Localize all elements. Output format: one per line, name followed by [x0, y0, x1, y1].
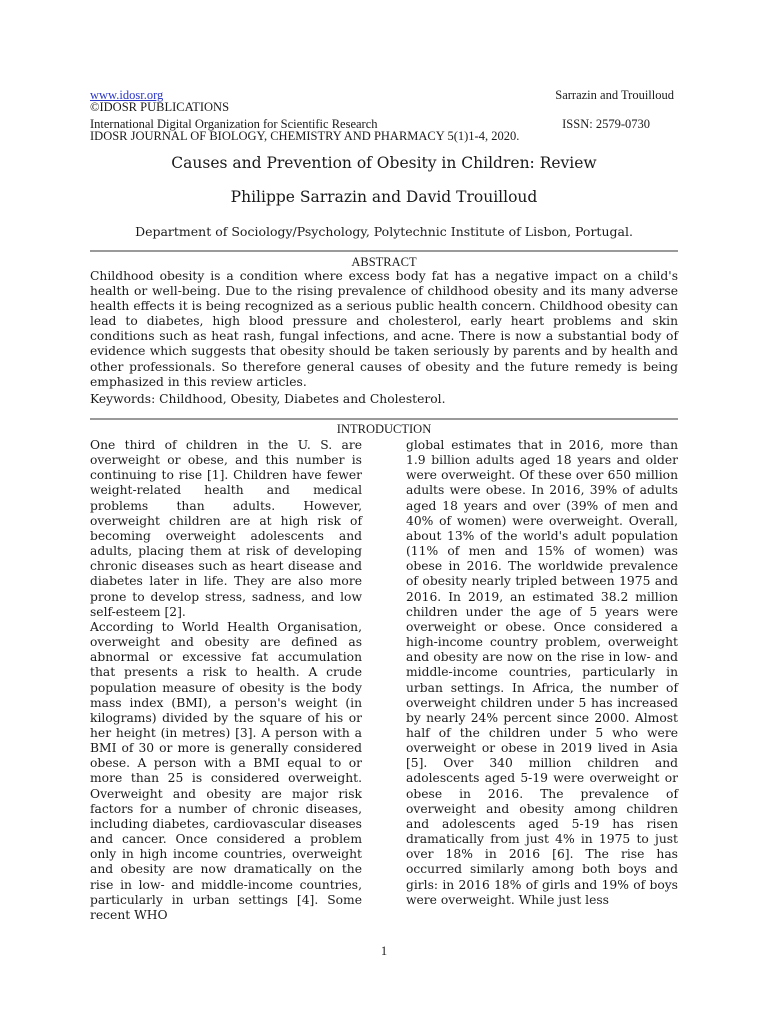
- abstract-heading: ABSTRACT: [351, 255, 417, 269]
- divider-above-abstract: [90, 250, 678, 252]
- introduction-heading: INTRODUCTION: [336, 422, 432, 436]
- left-column: [90, 438, 362, 923]
- abstract-text: Childhood obesity is a condition where excess body fat has a negative impact on a child's health or well-being. Due to the rising prevalence of childhood obesity and its many adverse health effects it is being recognized as a serious public health concern. Childhood obesity can lead to diabetes, high blood pressure and cholesterol, early heart problems and skin conditions such as heat rash, fungal infections, and acne. There is now a substantial body of evidence which suggests that obesity should be taken seriously by parents and by health and other professionals. So therefore general causes of obesity and the future remedy is being emphasized in this review articles.: [90, 269, 678, 389]
- author-affiliation: Department of Sociology/Psychology, Polytechnic Institute of Lisbon, Portugal.: [135, 224, 633, 239]
- intro-paragraph-2: According to World Health Organisation, overweight and obesity are defined as abnormal or excessive fat accumulation that presents a risk to health. A crude population measure of obesity is the body mass index (BMI), a person's weight (in kilograms) divided by the square of his or her height (in metres) [3]. A person with a BMI of 30 or more is generally considered obese. A person with a BMI equal to or more than 25 is considered overweight. Overweight and obesity are major risk factors for a number of chronic diseases, including diabetes, cardiovascular diseases and cancer. Once considered a problem only in high income countries, overweight and obesity are now dramatically on the rise in low- and middle-income countries, particularly in urban settings [4]. Some recent WHO: [90, 619, 362, 922]
- article-title: Causes and Prevention of Obesity in Children: Review: [171, 154, 597, 172]
- journal-line: IDOSR JOURNAL OF BIOLOGY, CHEMISTRY AND PHARMACY 5(1)1-4, 2020.: [90, 129, 520, 143]
- website-link[interactable]: www.idosr.org: [90, 88, 164, 102]
- divider-above-introduction: [90, 418, 678, 420]
- running-head-authors: Sarrazin and Trouilloud: [555, 88, 674, 102]
- issn-line: ISSN: 2579-0730: [562, 117, 650, 131]
- article-authors: Philippe Sarrazin and David Trouilloud: [230, 188, 538, 206]
- organization-line: International Digital Organization for Scientific Research: [90, 117, 378, 131]
- keywords-line: Keywords: Childhood, Obesity, Diabetes and Cholesterol.: [90, 392, 446, 406]
- right-column: [406, 438, 678, 908]
- intro-paragraph-1: One third of children in the U. S. are overweight or obese, and this number is continuing to rise [1]. Children have fewer weight-related health and medical problems than adults. However, overweight children are at high risk of becoming overweight adolescents and adults, placing them at risk of developing chronic diseases such as heart disease and diabetes later in life. They are also more prone to develop stress, sadness, and low self-esteem [2].: [90, 438, 362, 619]
- page-number: 1: [380, 944, 388, 958]
- intro-paragraph-3: global estimates that in 2016, more than 1.9 billion adults aged 18 years and older were overweight. Of these over 650 million adults were obese. In 2016, 39% of adults aged 18 years and over (39% of men and 40% of women) were overweight. Overall, about 13% of the world's adult population (11% of men and 15% of women) was obese in 2016. The worldwide prevalence of obesity nearly tripled between 1975 and 2016. In 2019, an estimated 38.2 million children under the age of 5 years were overweight or obese. Once considered a high-income country problem, overweight and obesity are now on the rise in low- and middle-income countries, particularly in urban settings. In Africa, the number of overweight children under 5 has increased by nearly 24% percent since 2000. Almost half of the children under 5 who were overweight or obese in 2019 lived in Asia [5]. Over 340 million children and adolescents aged 5-19 were overweight or obese in 2016. The prevalence of overweight and obesity among children and adolescents aged 5-19 has risen dramatically from just 4% in 1975 to just over 18% in 2016 [6]. The rise has occurred similarly among both boys and girls: in 2016 18% of girls and 19% of boys were overweight. While just less: [406, 438, 678, 907]
- publisher-line: ©IDOSR PUBLICATIONS: [90, 100, 230, 114]
